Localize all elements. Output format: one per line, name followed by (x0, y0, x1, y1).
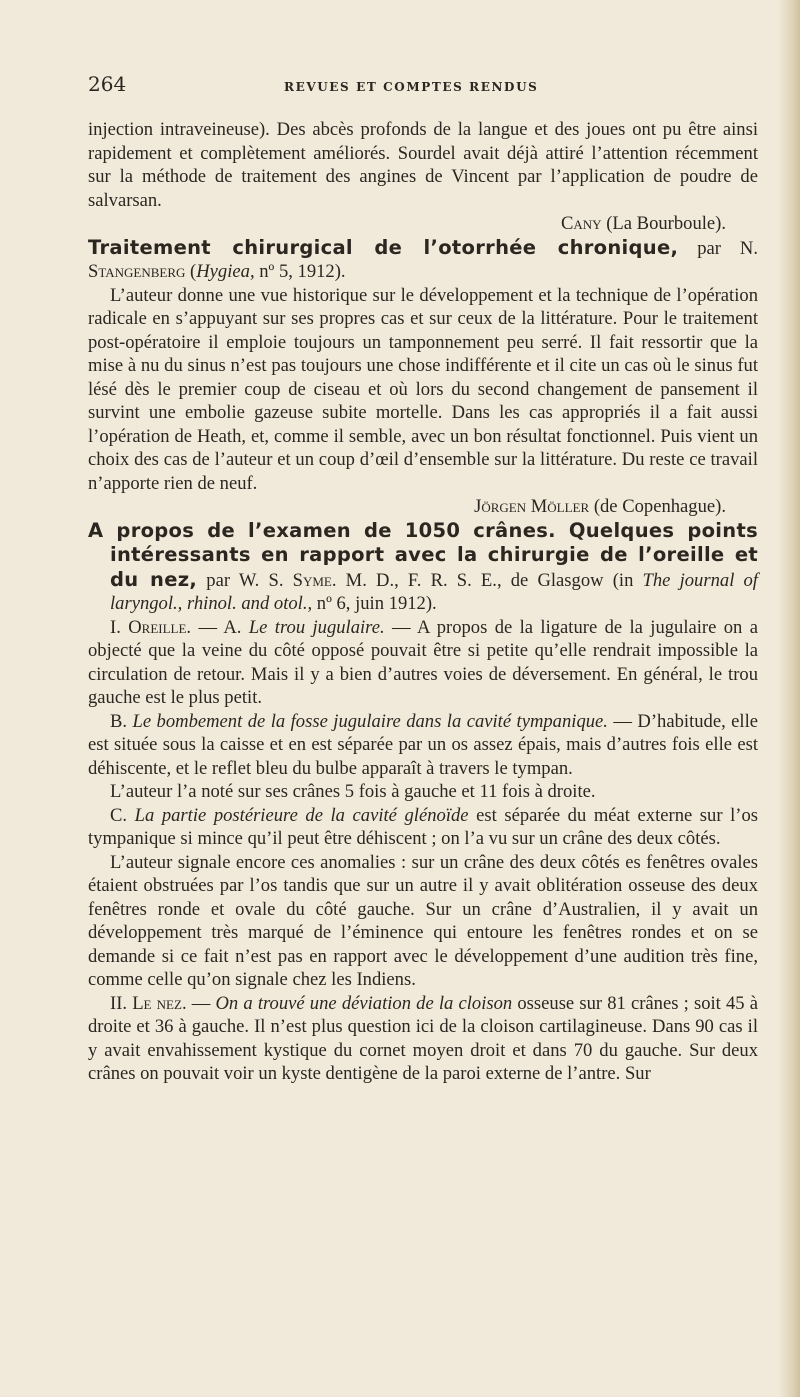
article3-source: nº 6, juin 1912). (312, 593, 437, 614)
article2-source: nº 5, 1912). (254, 261, 346, 282)
article2-signature (88, 495, 758, 519)
article3-heading-block (88, 519, 758, 616)
article1-signature (88, 212, 758, 236)
article3-author: Syme (292, 569, 332, 591)
section-dash: . — (181, 992, 216, 1014)
subsection-text: — A propos de la ligature de la jugulaire on a objecté que la veine du côté opposé pouvait être si petite qu’elle rendrait impossible la circulation de retour. Mais il y a bien d’autres voies de déversement. En général, le trou gauche est le plus petit. (88, 616, 758, 708)
section-c (88, 804, 758, 851)
section-label: Le nez (132, 992, 182, 1014)
subsection-title: La partie postérieure de la cavité glénoïde (134, 804, 469, 826)
signature-author: Jörgen Möller (474, 496, 590, 517)
article2-journal: Hygiea, (196, 261, 255, 282)
subsection-text: — D’habitude, elle est située sous la caisse et en est séparée par un os assez épais, mais d’autres fois elle est déhiscente, et le reflet bleu du bulbe apparaît à travers le tympan. (88, 710, 759, 779)
section-b (88, 710, 758, 781)
article2-body: L’auteur donne une vue historique sur le développement et la technique de l’opération radicale en s’appuyant sur ses propres cas et sur ceux de la littérature. Pour le traitement post-opératoire il emploie toujours un tamponnement peu serré. Il fait ressortir que la mise à nu du sinus n’est pas toujours une chose indifférente et il cite un cas où le sinus fut lésé dès le premier coup de ciseau et où lors du second changement de pansement il survint une embolie gazeuse subite mortelle. Dans les cas appropriés il a fait aussi l’opération de Heath, et, comme il semble, avec un bon résultat fonctionnel. Puis vient un choix des cas de l’auteur et un coup d’œil d’ensemble sur la littérature. Du reste ce travail n’apporte rien de neuf. (88, 284, 758, 494)
journal-page (88, 72, 758, 1086)
anomalies-paragraph: L’auteur signale encore ces anomalies : sur un crâne des deux côtés es fenêtres ovales étaient obstruées par l’os tandis que sur un autre il y avait oblitération osseuse des deux fenêtres ronde et ovale du côté gauche. Sur un crâne d’Australien, il y avait un développement très marqué de l’éminence qui entoure les fenêtres rondes et on se demande si ce fait n’est pas en rapport avec le développement d’une audition très fine, comme celle qu’on signale chez les Indiens. (88, 851, 758, 990)
subsection-letter: C. (110, 804, 135, 826)
section-number: I. (110, 616, 129, 638)
page-header (88, 72, 758, 106)
byline: par N. (678, 237, 758, 259)
article3-journal: The journal of laryngol., rhinol. and otol., (110, 569, 758, 614)
section-dash: . — A. (186, 616, 249, 638)
body-text (88, 118, 758, 1086)
page-edge-shadow (778, 0, 800, 1397)
article3-credentials: . M. D., F. R. S. E., de Glasgow (in (331, 569, 643, 591)
page-number: 264 (88, 72, 127, 96)
signature-place: (La Bourboule). (601, 213, 726, 234)
source-open: ( (185, 261, 197, 282)
subsection-text: est séparée du méat externe sur l’os tympanique si mince qu’il peut être déhiscent ; on l’a vu sur un crâne des deux côtés. (88, 804, 758, 849)
signature-place: (de Copenhague). (589, 496, 726, 517)
subsection-letter: B. (110, 710, 133, 732)
section-i-oreille (88, 616, 758, 710)
article2-heading-block (88, 236, 758, 284)
note-b: L’auteur l’a noté sur ses crânes 5 fois à gauche et 11 fois à droite. (110, 781, 596, 802)
signature-author: Cany (560, 213, 602, 234)
subsection-title: Le bombement de la fosse jugulaire dans la cavité tympanique. (132, 710, 608, 732)
article3-title: A propos de l’examen de 1050 crânes. Quelques points intéressants en rapport avec la chirurgie de l’oreille et du nez, (88, 518, 758, 591)
section-label: Oreille (128, 616, 187, 638)
section-number: II. (110, 992, 133, 1014)
article2-title: Traitement chirurgical de l’otorrhée chronique, (88, 235, 679, 259)
section-ii-nez (88, 992, 758, 1086)
subsection-title: On a trouvé une déviation de la cloison (215, 992, 513, 1014)
subsection-title: Le trou jugulaire. (248, 616, 385, 638)
subsection-text: osseuse sur 81 crânes ; soit 45 à droite et 36 à gauche. Il n’est plus question ici de la cloison cartilagineuse. Dans 90 cas il y avait envahissement kystique du cornet moyen droit et dans 70 du gauche. Sur deux crânes on pouvait voir un kyste dentigène de la paroi externe de l’antre. Sur (88, 992, 758, 1084)
byline: par W. S. (197, 569, 293, 591)
running-title: REVUES ET COMPTES RENDUS (284, 80, 539, 94)
article2-author: Stangenberg (88, 261, 186, 282)
article1-continuation: injection intraveineuse). Des abcès profonds de la langue et des joues ont pu être ainsi rapidement et complètement améliorés. Sourdel avait déjà attiré l’attention récemment sur la méthode de traitement des angines de Vincent par l’application de poudre de salvarsan. (88, 119, 758, 211)
